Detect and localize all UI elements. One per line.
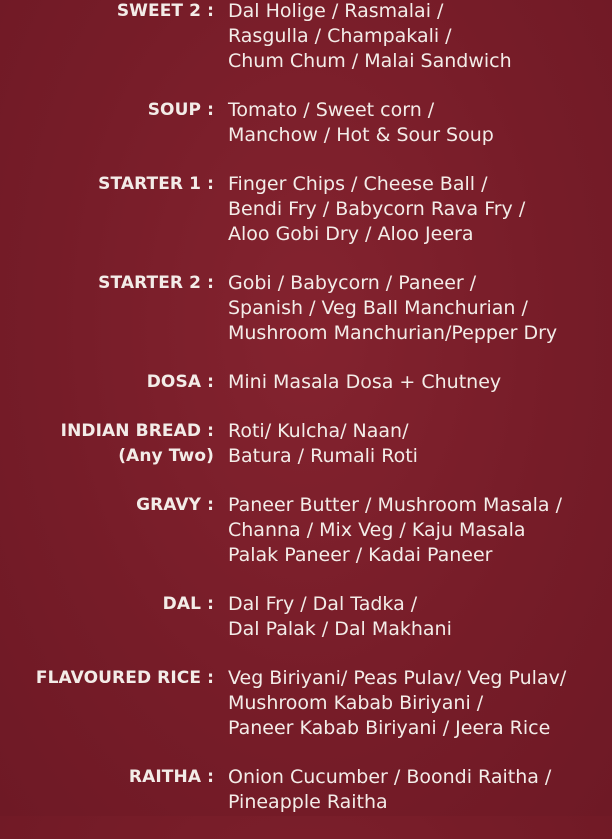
menu-section-flavoured-rice <box>0 666 612 741</box>
item-line: Mushroom Kabab Biriyani / <box>228 692 484 714</box>
section-items <box>214 493 562 568</box>
menu-section-dosa <box>0 370 612 395</box>
item-line: Spanish / Veg Ball Manchurian / <box>228 297 528 319</box>
section-label <box>0 370 214 395</box>
section-label-line: STARTER 2 : <box>98 273 214 293</box>
item-line: Palak Paneer / Kadai Paneer <box>228 544 493 566</box>
section-label <box>0 271 214 296</box>
item-line: Finger Chips / Cheese Ball / <box>228 173 488 195</box>
item-line: Pineapple Raitha <box>228 791 388 813</box>
item-line: Mushroom Manchurian/Pepper Dry <box>228 322 558 344</box>
item-line: Dal Holige / Rasmalai / <box>228 0 444 22</box>
section-label-line: RAITHA : <box>128 767 214 787</box>
item-line: Rasgulla / Champakali / <box>228 25 452 47</box>
section-label-line: GRAVY : <box>136 495 214 515</box>
section-label-note: (Any Two) <box>118 446 214 466</box>
item-line: Onion Cucumber / Boondi Raitha / <box>228 766 552 788</box>
item-line: Tomato / Sweet corn / <box>228 99 435 121</box>
section-items <box>214 592 452 642</box>
section-label-line: SWEET 2 : <box>116 1 214 21</box>
item-line: Chum Chum / Malai Sandwich <box>228 50 512 72</box>
menu-section-starter-2 <box>0 271 612 346</box>
section-items <box>214 98 494 148</box>
menu-section-soup <box>0 98 612 148</box>
menu-section-starter-1 <box>0 172 612 247</box>
item-line: Paneer Butter / Mushroom Masala / <box>228 494 562 516</box>
menu-section-sweet-2 <box>0 0 612 74</box>
section-label <box>0 0 214 24</box>
section-label-line: SOUP : <box>147 100 214 120</box>
menu-section-gravy <box>0 493 612 568</box>
section-label-line: INDIAN BREAD : <box>60 421 214 441</box>
item-line: Veg Biriyani/ Peas Pulav/ Veg Pulav/ <box>228 667 567 689</box>
section-items <box>214 172 525 247</box>
section-label <box>0 765 214 790</box>
section-label <box>0 592 214 617</box>
item-line: Manchow / Hot & Sour Soup <box>228 124 494 146</box>
item-line: Dal Fry / Dal Tadka / <box>228 593 418 615</box>
item-line: Roti/ Kulcha/ Naan/ <box>228 420 409 442</box>
item-line: Batura / Rumali Roti <box>228 445 418 467</box>
item-line: Aloo Gobi Dry / Aloo Jeera <box>228 223 474 245</box>
section-items <box>214 666 566 741</box>
section-label-line: DAL : <box>162 594 214 614</box>
section-items <box>214 0 512 74</box>
item-line: Dal Palak / Dal Makhani <box>228 618 452 640</box>
menu-section-raitha <box>0 765 612 815</box>
item-line: Channa / Mix Veg / Kaju Masala <box>228 519 526 541</box>
menu-section-indian-bread <box>0 419 612 469</box>
section-label <box>0 419 214 469</box>
section-items <box>214 271 557 346</box>
section-label <box>0 666 214 691</box>
item-line: Paneer Kabab Biriyani / Jeera Rice <box>228 717 551 739</box>
menu-section-dal <box>0 592 612 642</box>
section-items <box>214 419 418 469</box>
item-line: Bendi Fry / Babycorn Rava Fry / <box>228 198 526 220</box>
section-label <box>0 172 214 197</box>
section-label-line: FLAVOURED RICE : <box>35 668 214 688</box>
section-label-line: DOSA : <box>146 372 214 392</box>
section-items <box>214 370 501 395</box>
section-items <box>214 765 551 815</box>
section-label <box>0 493 214 518</box>
section-label <box>0 98 214 123</box>
item-line: Mini Masala Dosa + Chutney <box>228 371 502 393</box>
item-line: Gobi / Babycorn / Paneer / <box>228 272 477 294</box>
section-label-line: STARTER 1 : <box>98 174 214 194</box>
